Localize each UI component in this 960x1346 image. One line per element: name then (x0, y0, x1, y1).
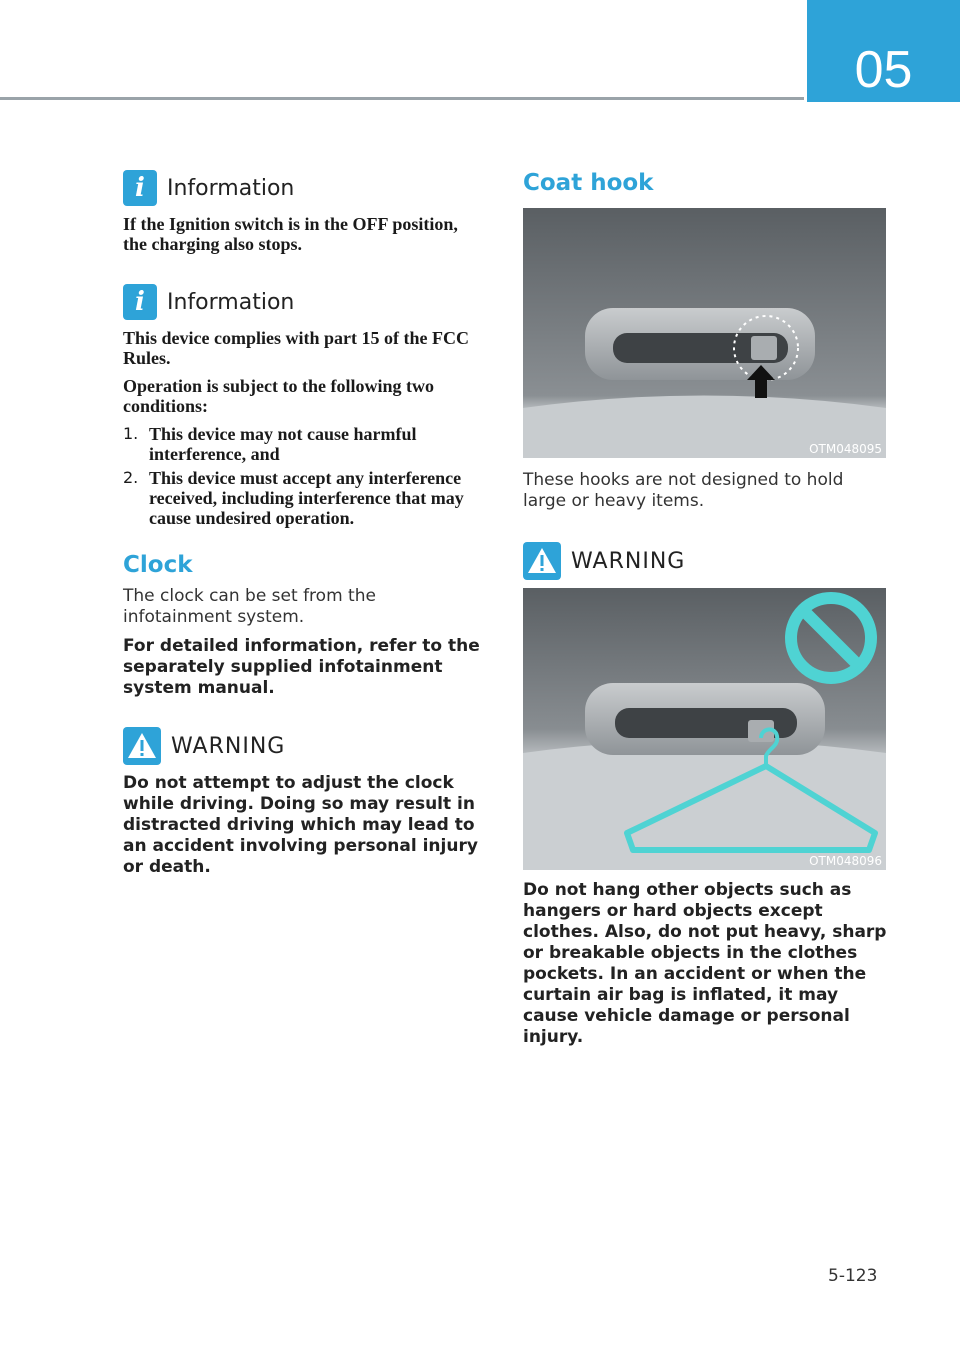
info-icon: i (123, 284, 157, 320)
coat-hook-figure (523, 208, 886, 458)
right-column (523, 170, 888, 1048)
section-title-clock: Clock (123, 552, 193, 578)
chapter-tab: 05 (807, 0, 960, 102)
info-title: Information (167, 175, 295, 201)
conditions-list (123, 424, 485, 528)
warning-title: WARNING (571, 548, 686, 574)
left-column (123, 170, 485, 878)
warning-icon (523, 542, 561, 580)
page-number: 5-123 (828, 1266, 878, 1286)
info-title: Information (167, 289, 295, 315)
section-title-coat-hook: Coat hook (523, 170, 654, 196)
figure-code: OTM048095 (809, 442, 882, 456)
warning-heading (123, 727, 485, 765)
info-body: Operation is subject to the following two conditions: (123, 376, 434, 416)
coat-hook-illustration (523, 208, 886, 458)
list-text: This device must accept any interference received, including interference that may cause undesired operation. (149, 468, 464, 528)
header-rule (0, 97, 804, 100)
info-body: This device complies with part 15 of the FCC Rules. (123, 328, 469, 368)
info-heading-1 (123, 170, 485, 206)
clock-note: For detailed information, refer to the separately supplied infotainment system manual. (123, 636, 480, 698)
warning-heading (523, 542, 888, 580)
list-item (123, 468, 485, 528)
list-text: This device may not cause harmful interference, and (149, 424, 417, 464)
warning-body: Do not attempt to adjust the clock while driving. Doing so may result in distracted driving which may lead to an accident involving personal injury or death. (123, 773, 478, 877)
info-heading-2 (123, 284, 485, 320)
clock-body: The clock can be set from the infotainment system. (123, 586, 376, 627)
warning-icon (123, 727, 161, 765)
warning-body: Do not hang other objects such as hangers or hard objects except clothes. Also, do not put heavy, sharp or breakable objects in the clothes pockets. In an accident or when the curtain air bag is inflated, it may cause vehicle damage or personal injury. (523, 880, 887, 1047)
list-number: 2. (123, 468, 139, 487)
info-icon: i (123, 170, 157, 206)
coat-hook-body: These hooks are not designed to hold large or heavy items. (523, 470, 844, 511)
warning-title: WARNING (171, 733, 286, 759)
hanger-warning-illustration (523, 588, 886, 870)
list-item (123, 424, 485, 464)
info-body: If the Ignition switch is in the OFF position, the charging also stops. (123, 214, 458, 254)
hanger-warning-figure (523, 588, 886, 870)
list-number: 1. (123, 424, 139, 443)
figure-code: OTM048096 (809, 854, 882, 868)
